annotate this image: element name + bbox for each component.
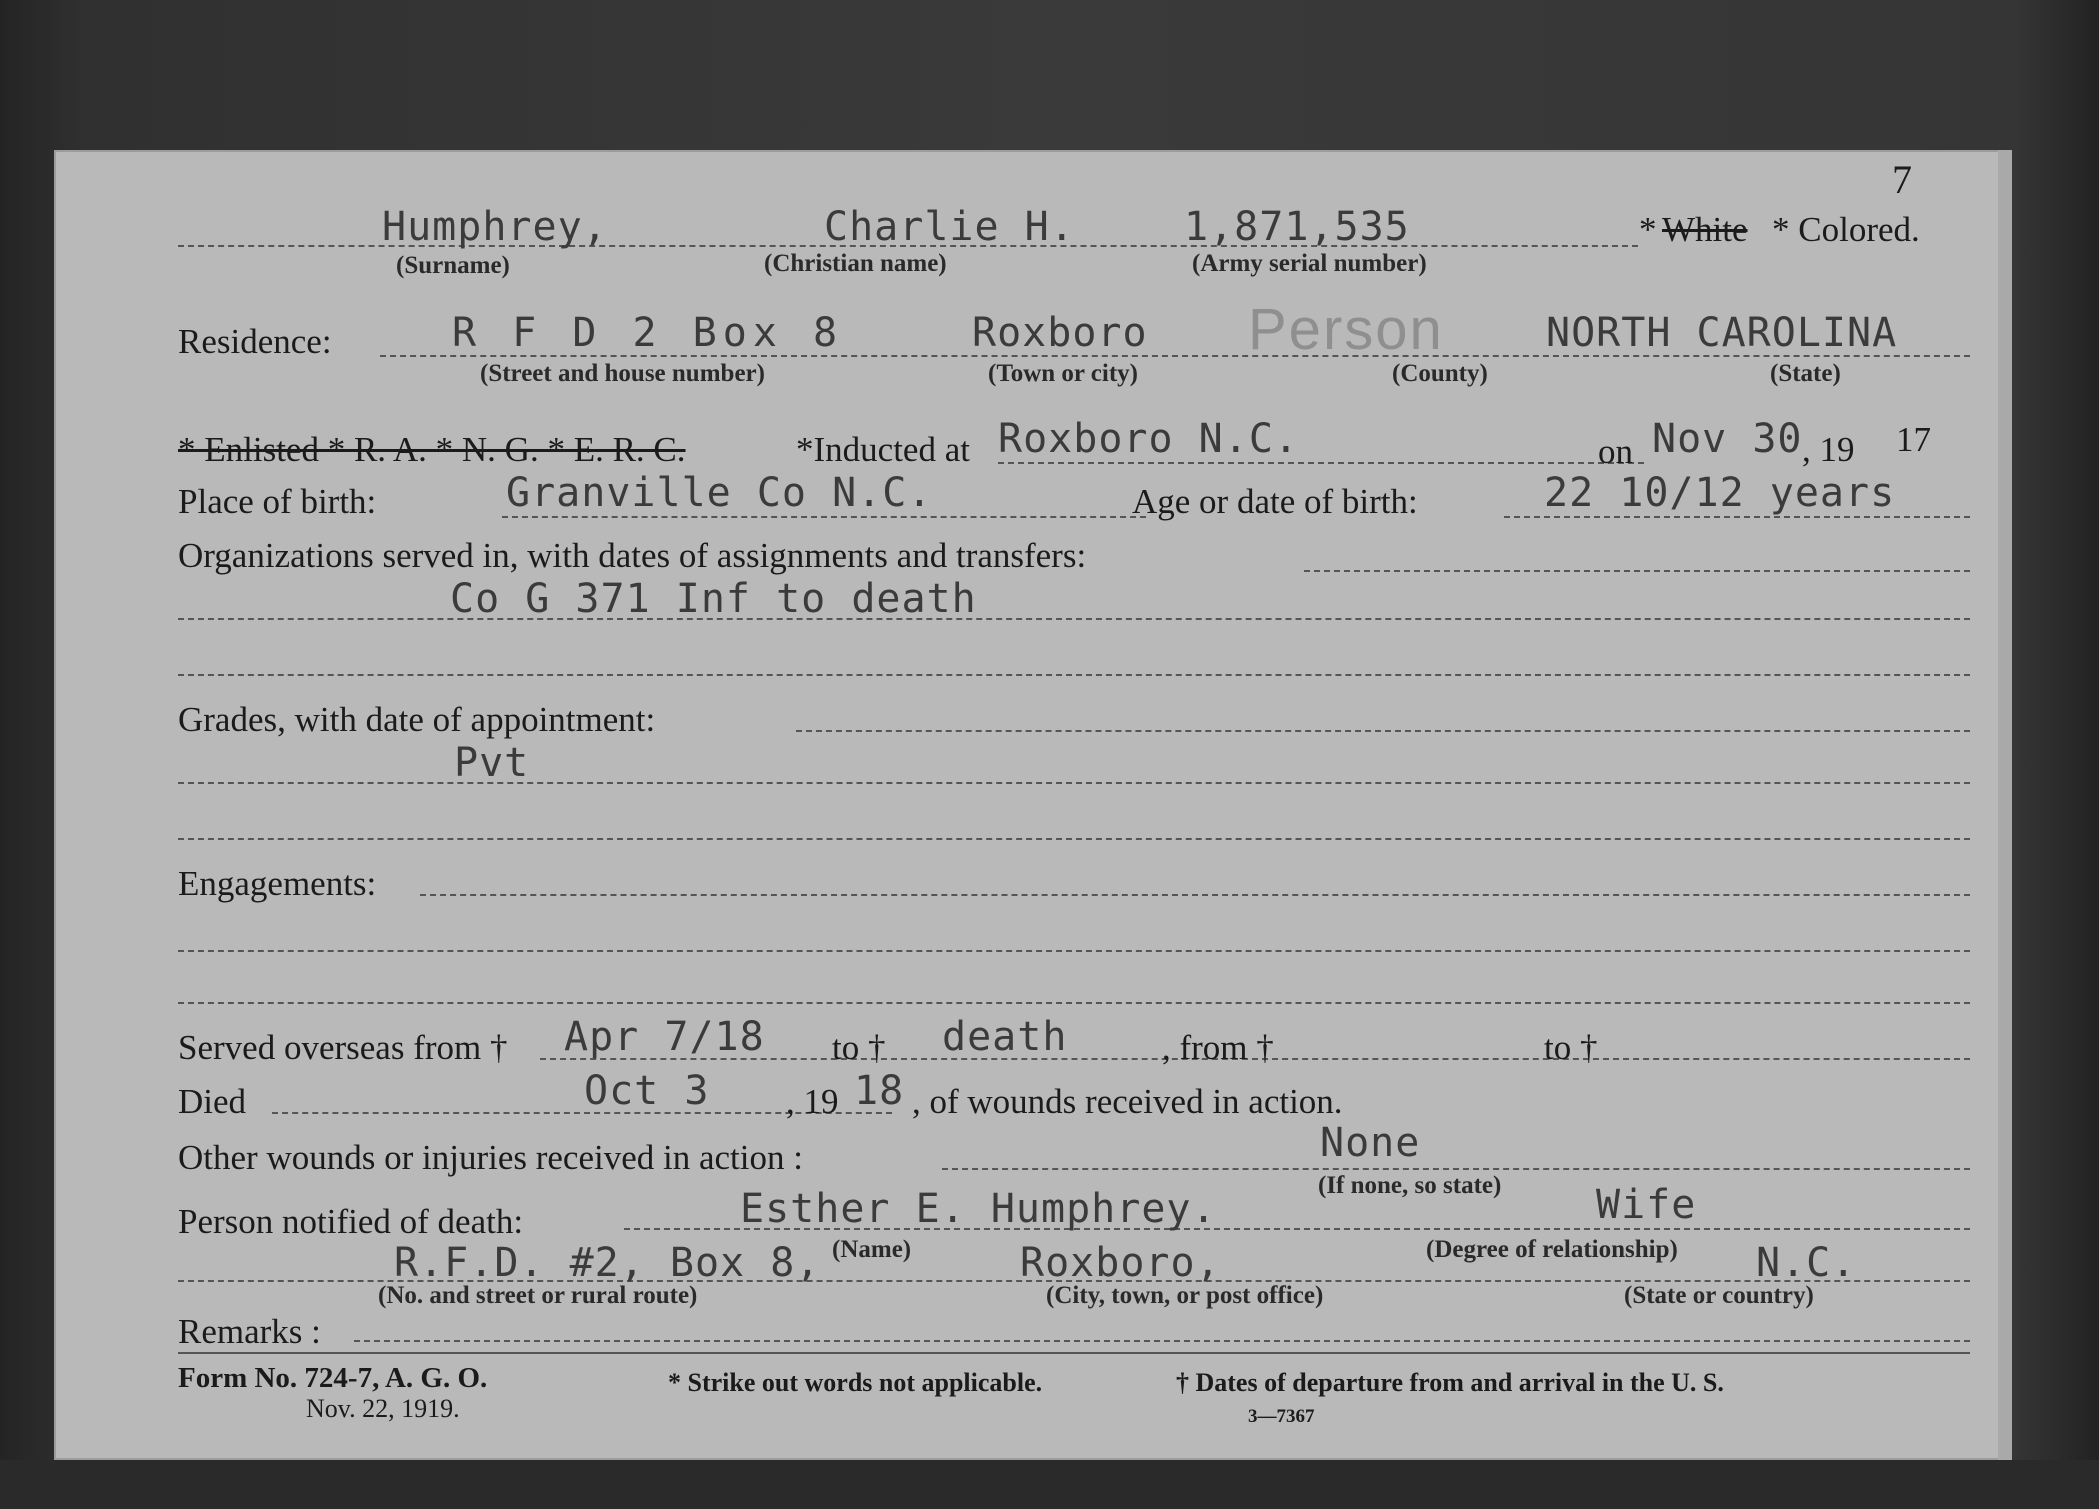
notified-city-caption: (City, town, or post office) [1046,1282,1324,1309]
state-caption: (State) [1770,360,1841,387]
inducted-year-value: 17 [1896,420,1931,459]
surname-caption: (Surname) [396,252,510,279]
street-caption: (Street and house number) [480,360,765,387]
notified-label: Person notified of death: [178,1202,524,1241]
card-edge [1998,150,2012,1460]
other-wounds-label: Other wounds or injuries received in action : [178,1138,803,1177]
other-wounds-line [942,1168,1970,1170]
died-date-value: Oct 3 [584,1068,710,1114]
inducted-year-prefix: , 19 [1802,430,1855,469]
overseas-to-value: death [942,1014,1068,1060]
remarks-label: Remarks : [178,1312,321,1351]
serial-caption: (Army serial number) [1192,250,1427,277]
residence-county-pencil: Person [1248,297,1444,362]
town-caption: (Town or city) [988,360,1138,387]
strike-note: * Strike out words not applicable. [668,1368,1043,1397]
grades-line-1 [796,730,1970,732]
county-caption: (County) [1392,360,1488,387]
organizations-label: Organizations served in, with dates of assignments and transfers: [178,536,1087,575]
died-label: Died [178,1082,247,1121]
died-year-prefix: , 19 [786,1082,839,1121]
residence-label: Residence: [178,322,332,361]
place-of-birth-line [502,516,1146,518]
notified-relationship-value: Wife [1596,1182,1697,1228]
notified-state-caption: (State or country) [1624,1282,1814,1309]
overseas-label: Served overseas from † [178,1028,508,1067]
inducted-line [998,462,1644,464]
race-white-struck: White [1662,210,1748,249]
form-number: Form No. 724-7, A. G. O. [178,1362,488,1394]
engagements-label: Engagements: [178,864,377,903]
age-value: 22 10/12 years [1544,470,1896,516]
age-label: Age or date of birth: [1132,482,1418,521]
christian-name-value: Charlie H. [824,204,1075,250]
organizations-line-2 [178,618,1970,620]
on-label: on [1598,432,1633,471]
engagements-line-2 [178,950,1970,952]
notified-street-value: R.F.D. #2, Box 8, [394,1240,821,1286]
notified-name-value: Esther E. Humphrey. [740,1186,1217,1232]
overseas-to2-label: to † [1544,1028,1598,1067]
notified-city-value: Roxboro, [1020,1240,1221,1286]
remarks-line [354,1340,1970,1342]
overseas-from-value: Apr 7/18 [564,1014,765,1060]
other-wounds-value: None [1320,1120,1421,1166]
service-record-card [54,150,2012,1460]
residence-town-value: Roxboro [972,310,1148,356]
inducted-date-value: Nov 30 [1652,416,1803,462]
age-line [1504,516,1970,518]
enlisted-struck: * Enlisted * R. A. * N. G. * E. R. C. [178,430,686,469]
engagements-line-3 [178,1002,1970,1004]
inducted-label: *Inducted at [796,430,970,469]
page-number: 7 [1892,157,1912,202]
grades-line-3 [178,838,1970,840]
scanner-bottom [0,1460,2099,1509]
notified-relationship-caption: (Degree of relationship) [1426,1236,1678,1263]
print-code: 3—7367 [1248,1406,1315,1427]
notified-name-caption: (Name) [832,1236,912,1263]
residence-state-value: NORTH CAROLINA [1546,310,1898,356]
organizations-value: Co G 371 Inf to death [450,576,977,622]
died-year-value: 18 [854,1068,905,1114]
died-cause: , of wounds received in action. [912,1082,1343,1121]
inducted-place-value: Roxboro N.C. [998,416,1299,462]
place-of-birth-label: Place of birth: [178,482,377,521]
overseas-to-label: to † [832,1028,886,1067]
remarks-rule [178,1352,1970,1354]
grades-value: Pvt [454,740,530,786]
form-date: Nov. 22, 1919. [306,1394,460,1423]
organizations-line-3 [178,674,1970,676]
christian-name-caption: (Christian name) [764,250,947,277]
other-wounds-caption: (If none, so state) [1318,1172,1502,1199]
engagements-line-1 [420,894,1970,896]
organizations-line-1 [1304,570,1970,572]
residence-street-value: R F D 2 Box 8 [452,310,844,356]
surname-value: Humphrey, [382,204,608,250]
race-star: * [1639,210,1657,249]
serial-number-value: 1,871,535 [1184,204,1410,250]
grades-label: Grades, with date of appointment: [178,700,656,739]
dates-note: † Dates of departure from and arrival in the U. S. [1176,1368,1724,1397]
grades-line-2 [178,782,1970,784]
overseas-from2-label: , from † [1162,1028,1274,1067]
notified-street-caption: (No. and street or rural route) [378,1282,698,1309]
race-colored: * Colored. [1772,210,1920,249]
notified-state-value: N.C. [1756,1240,1857,1286]
place-of-birth-value: Granville Co N.C. [506,470,933,516]
